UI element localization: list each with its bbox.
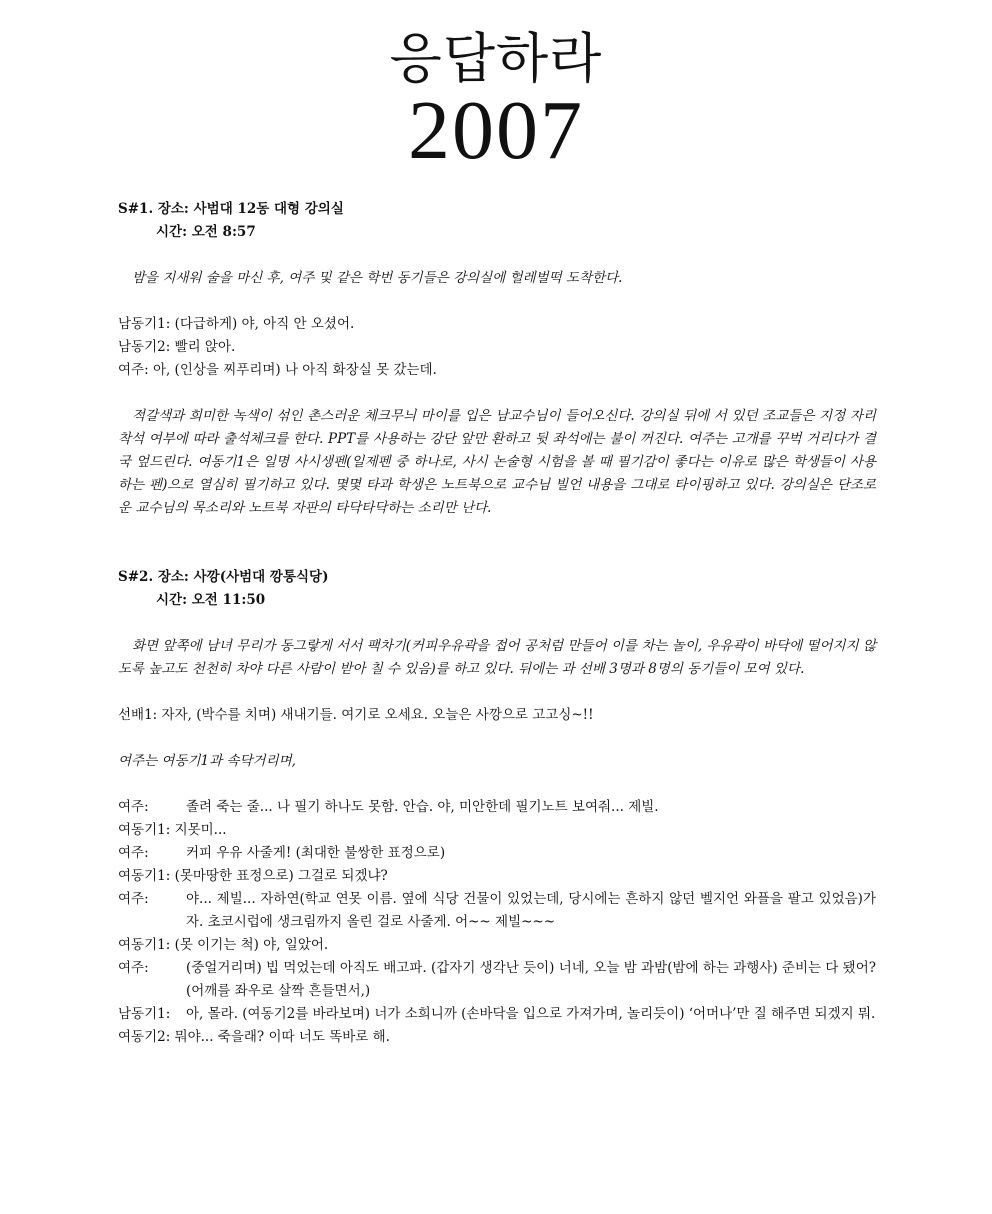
title-line-2: 2007 <box>408 84 584 177</box>
action-line: 여주는 여동기1과 속닥거리며, <box>118 753 296 769</box>
dialogue-text: 아, 몰라. (여동기2를 바라보며) 너가 소희니까 (손바닥을 입으로 가져가며, 놀리듯이) ‘어머나’만 질 해주면 되겠지 뭐. <box>186 1006 876 1022</box>
dialogue-text: (못 이기는 척) 야, 일았어. <box>174 937 329 953</box>
dialogue-text: (중얼거리며) 빕 먹었는데 아직도 배고파. (갑자기 생각난 듯이) 너네, 오늘 밤 과밤(밤에 하는 과행사) 준비는 다 됐어? (어깨를 좌우로 살짝 흔들면서,) <box>186 960 876 999</box>
speaker: 여주: <box>118 799 149 815</box>
scene-location: S#1. 장소: 사범대 12동 대형 강의실 <box>118 201 344 217</box>
speaker: 여주: <box>118 845 149 861</box>
dialogue-text: 졸려 죽는 줄... 나 필기 하나도 못함. 안습. 야, 미안한데 필기노트 보여줘... 제빌. <box>186 799 659 815</box>
speaker: 남동기2: <box>118 339 171 355</box>
scene-heading <box>118 566 876 612</box>
dialogue-line <box>118 842 876 865</box>
dialogue-line <box>118 336 876 359</box>
dialogue-line <box>118 796 876 819</box>
stage-direction: 밤을 지새워 술을 마신 후, 여주 및 같은 학번 동기들은 강의실에 헐레벌떡 도착한다. <box>132 270 623 286</box>
dialogue-text: 지못미... <box>174 822 227 838</box>
dialogue-text: 야... 제빌... 자하연(학교 연못 이름. 옆에 식당 건물이 있었는데, 당시에는 흔하지 않던 벨지언 와플을 팔고 있었음)가자. 초코시럽에 생크림까지 올린 걸로 사줄게. 어~~ 제빌~~~ <box>186 891 876 930</box>
dialogue-text: 아, (인상을 찌푸리며) 나 아직 화장실 못 갔는데. <box>152 362 437 378</box>
dialogue-text: 빨리 앉아. <box>174 339 236 355</box>
scene-heading <box>118 198 876 244</box>
dialogue-line <box>118 1026 876 1049</box>
dialogue-text: (다급하게) 야, 아직 안 오셨어. <box>174 316 355 332</box>
scene-time: 시간: 오전 11:50 <box>156 592 266 608</box>
dialogue-line <box>118 865 876 888</box>
speaker: 여동기1: <box>118 822 171 838</box>
dialogue-line <box>118 359 876 382</box>
speaker: 여주: <box>118 960 149 976</box>
script-body <box>118 198 876 1049</box>
dialogue-text: 커피 우유 사줄게! (최대한 불쌍한 표정으로) <box>186 845 446 861</box>
title-line-1: 응답하라 <box>389 27 603 90</box>
stage-direction: 화면 앞쪽에 남녀 무리가 동그랗게 서서 팩차기(커피우유곽을 접어 공처럼 만들어 이를 차는 놀이, 우유곽이 바닥에 떨어지지 않도록 높고도 천천히 차야 다른 사람이 받아 칠 수 있음)를 하고 있다. 뒤에는 과 선배 3명과 8명의 동기들이 모여 있다. <box>118 638 876 677</box>
dialogue-line <box>118 819 876 842</box>
dialogue-line <box>118 313 876 336</box>
speaker: 여주: <box>118 362 149 378</box>
dialogue-block <box>118 313 876 382</box>
dialogue-text: 뭐야... 죽을래? 이따 너도 똑바로 해. <box>174 1029 390 1045</box>
speaker: 남동기1: <box>118 1006 171 1022</box>
speaker: 여동기1: <box>118 937 171 953</box>
speaker: 여동기1: <box>118 868 171 884</box>
dialogue-line <box>118 888 876 934</box>
dialogue-block <box>118 796 876 1049</box>
stage-direction: 적갈색과 희미한 녹색이 섞인 촌스러운 체크무늬 마이를 입은 남교수님이 들어오신다. 강의실 뒤에 서 있던 조교들은 지정 자리 착석 여부에 따라 출석체크를 한다. PPT를 사용하는 강단 앞만 환하고 뒷 좌석에는 불이 꺼진다. 여주는 고개를 꾸벅 거리다가 결국 엎드린다. 여동기1은 일명 사시생펜(일제펜 중 하나로, 사시 논술형 시험을 볼 때 필기감이 좋다는 이유로 많은 학생들이 사용하는 펜)으로 열심히 필기하고 있다. 몇몇 타과 학생은 노트북으로 교수님 빌언 내용을 그대로 타이핑하고 있다. 강의실은 단조로운 교수님의 목소리와 노트북 자판의 타닥타닥하는 소리만 난다. <box>118 408 876 516</box>
scene-time: 시간: 오전 8:57 <box>156 224 256 240</box>
dialogue-line <box>118 934 876 957</box>
dialogue-line <box>118 1003 876 1026</box>
scene-location: S#2. 장소: 사깡(사범대 깡통식당) <box>118 569 329 585</box>
speaker: 남동기1: <box>118 316 171 332</box>
scene-2 <box>118 566 876 1049</box>
dialogue-line <box>118 957 876 1003</box>
speaker: 선배1: <box>118 707 158 723</box>
dialogue-text: 자자, (박수를 치며) 새내기들. 여기로 오세요. 오늘은 사깡으로 고고싱~!! <box>161 707 594 723</box>
dialogue-line <box>118 704 876 727</box>
speaker: 여주: <box>118 891 149 907</box>
scene-1 <box>118 198 876 520</box>
dialogue-text: (못마땅한 표정으로) 그걸로 되겠냐? <box>174 868 388 884</box>
speaker: 여동기2: <box>118 1029 171 1045</box>
